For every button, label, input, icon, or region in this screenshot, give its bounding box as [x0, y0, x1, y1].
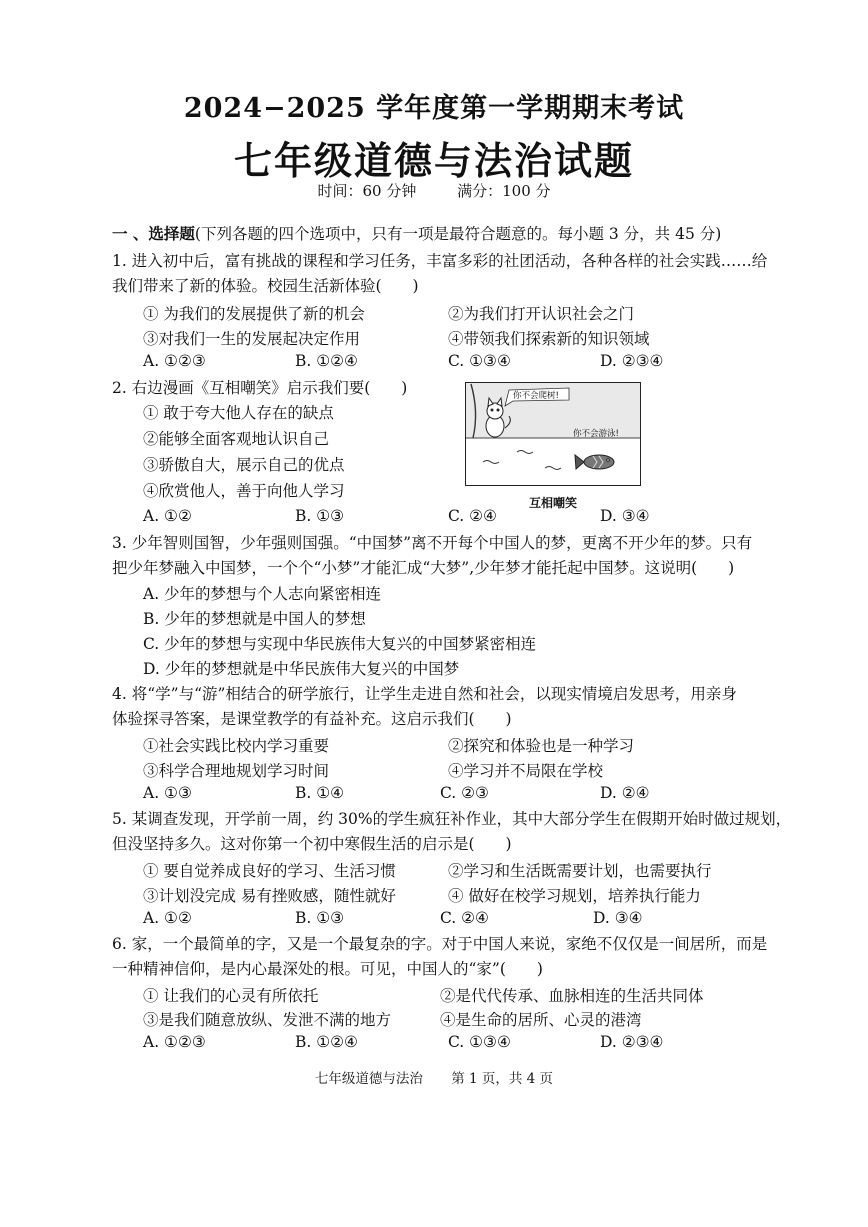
comic-caption: 互相嘲笑	[528, 496, 577, 510]
item-row	[143, 734, 743, 754]
item: ④带领我们探索新的知识领域	[448, 330, 650, 348]
section-heading	[112, 224, 721, 244]
choice[interactable]: A. ①②	[143, 507, 192, 525]
choice[interactable]: A. ①②③	[143, 1033, 206, 1051]
item-row	[143, 327, 743, 347]
choice-row	[143, 1033, 743, 1053]
item: ④是生命的居所、心灵的港湾	[440, 1011, 642, 1029]
question-stem: 但没坚持多久。这对你第一个初中寒假生活的启示是( )	[112, 835, 512, 853]
full-score: 满分：100 分	[457, 182, 551, 200]
item-row	[143, 759, 743, 779]
item: ②是代代传承、血脉相连的生活共同体	[440, 987, 704, 1005]
item-row	[143, 302, 743, 322]
choice[interactable]: C. 少年的梦想与实现中华民族伟大复兴的中国梦紧密相连	[143, 635, 537, 653]
item: ① 为我们的发展提供了新的机会	[143, 305, 365, 323]
question-stem: 一种精神信仰，是内心最深处的根。可见，中国人的“家”( )	[112, 960, 543, 978]
item-row	[143, 984, 743, 1004]
item: ③骄傲自大，展示自己的优点	[143, 456, 345, 474]
item: ③科学合理地规划学习时间	[143, 762, 330, 780]
item: ① 敢于夸大他人存在的缺点	[143, 404, 334, 422]
item: ④ 做好在校学习规划，培养执行能力	[448, 887, 701, 905]
choice[interactable]: B. ①②④	[295, 352, 358, 370]
choice-row	[143, 909, 743, 929]
choice[interactable]: A. ①②③	[143, 352, 206, 370]
item-row	[143, 859, 743, 879]
choice[interactable]: C. ②③	[440, 784, 489, 802]
comic-illustration	[465, 382, 641, 486]
fish-speech: 你不会游泳!	[573, 429, 619, 439]
choice[interactable]: D. ②③④	[600, 352, 664, 370]
choice-row	[143, 352, 743, 372]
item: ②能够全面客观地认识自己	[143, 430, 330, 448]
section-instructions: (下列各题的四个选项中，只有一项是最符合题意的。每小题 3 分，共 45 分)	[194, 225, 722, 243]
cat-speech: 你不会爬树!	[513, 391, 559, 401]
choice[interactable]: B. ①③	[295, 507, 345, 525]
question-stem: 把少年梦融入中国梦，一个个“小梦”才能汇成“大梦”,少年梦才能托起中国梦。这说明( )	[112, 559, 735, 577]
choice[interactable]: D. ③④	[593, 909, 643, 927]
choice[interactable]: C. ②④	[440, 909, 489, 927]
question-stem: 4. 将“学”与“游”相结合的研学旅行，让学生走进自然和社会，以现实情境启发思考，用亲身	[112, 685, 737, 703]
item: ③计划没完成 易有挫败感，随性就好	[143, 887, 396, 905]
item: ③对我们一生的发展起决定作用	[143, 330, 361, 348]
question-stem: 5. 某调查发现，开学前一周，约 30%的学生疯狂补作业，其中大部分学生在假期开始时做过规划，	[112, 810, 792, 828]
choice[interactable]: B. ①②④	[295, 1033, 358, 1051]
question-stem: 6. 家，一个最简单的字，又是一个最复杂的字。对于中国人来说，家绝不仅仅是一间居所，而是	[112, 935, 768, 953]
question-stem: 我们带来了新的体验。校园生活新体验( )	[112, 277, 419, 295]
choice[interactable]: A. ①②	[143, 909, 192, 927]
choice[interactable]: C. ①③④	[448, 352, 511, 370]
choice-row	[143, 784, 743, 804]
choice[interactable]: C. ②④	[448, 507, 497, 525]
choice[interactable]: B. ①③	[295, 909, 345, 927]
section-title: 一 、选择题	[112, 224, 195, 243]
choice[interactable]: D. 少年的梦想就是中华民族伟大复兴的中国梦	[143, 660, 460, 678]
item: ① 要自觉养成良好的学习、生活习惯	[143, 862, 396, 880]
item: ②为我们打开认识社会之门	[448, 305, 635, 323]
question-stem: 1. 进入初中后，富有挑战的课程和学习任务，丰富多彩的社团活动，各种各样的社会实践……给	[112, 252, 768, 270]
choice[interactable]: A. ①③	[143, 784, 192, 802]
choice[interactable]: C. ①③④	[448, 1033, 511, 1051]
item: ②探究和体验也是一种学习	[448, 737, 635, 755]
choice[interactable]: D. ②③④	[600, 1033, 664, 1051]
time-limit: 时间：60 分钟	[317, 182, 417, 200]
item: ③是我们随意放纵、发泄不满的地方	[143, 1011, 392, 1029]
question-stem: 体验探寻答案，是课堂教学的有益补充。这启示我们( )	[112, 710, 512, 728]
exam-title: 2024−2025 学年度第一学期期末考试	[183, 93, 685, 124]
choice[interactable]: A. 少年的梦想与个人志向紧密相连	[143, 585, 382, 603]
item: ①社会实践比校内学习重要	[143, 737, 330, 755]
item-row	[143, 884, 743, 904]
choice[interactable]: D. ②④	[600, 784, 650, 802]
item-row	[143, 1008, 743, 1028]
exam-meta	[0, 180, 868, 201]
item: ④欣赏他人，善于向他人学习	[143, 482, 345, 500]
choice[interactable]: B. ①④	[295, 784, 345, 802]
footer-subject: 七年级道德与法治	[314, 1071, 423, 1087]
exam-subtitle: 七年级道德与法治试题	[233, 138, 634, 183]
page-footer	[0, 1067, 868, 1087]
choice[interactable]: D. ③④	[600, 507, 650, 525]
choice-row	[143, 507, 743, 527]
question-stem: 3. 少年智则国智，少年强则国强。“中国梦”离不开每个中国人的梦，更离不开少年的梦。只有	[112, 534, 753, 552]
item: ④学习并不局限在学校	[448, 762, 604, 780]
choice[interactable]: B. 少年的梦想就是中国人的梦想	[143, 610, 366, 628]
item: ① 让我们的心灵有所依托	[143, 987, 319, 1005]
question-stem: 2. 右边漫画《互相嘲笑》启示我们要( )	[112, 379, 408, 397]
item: ②学习和生活既需要计划，也需要执行	[448, 862, 712, 880]
footer-page-number: 第 1 页，共 4 页	[451, 1071, 554, 1087]
